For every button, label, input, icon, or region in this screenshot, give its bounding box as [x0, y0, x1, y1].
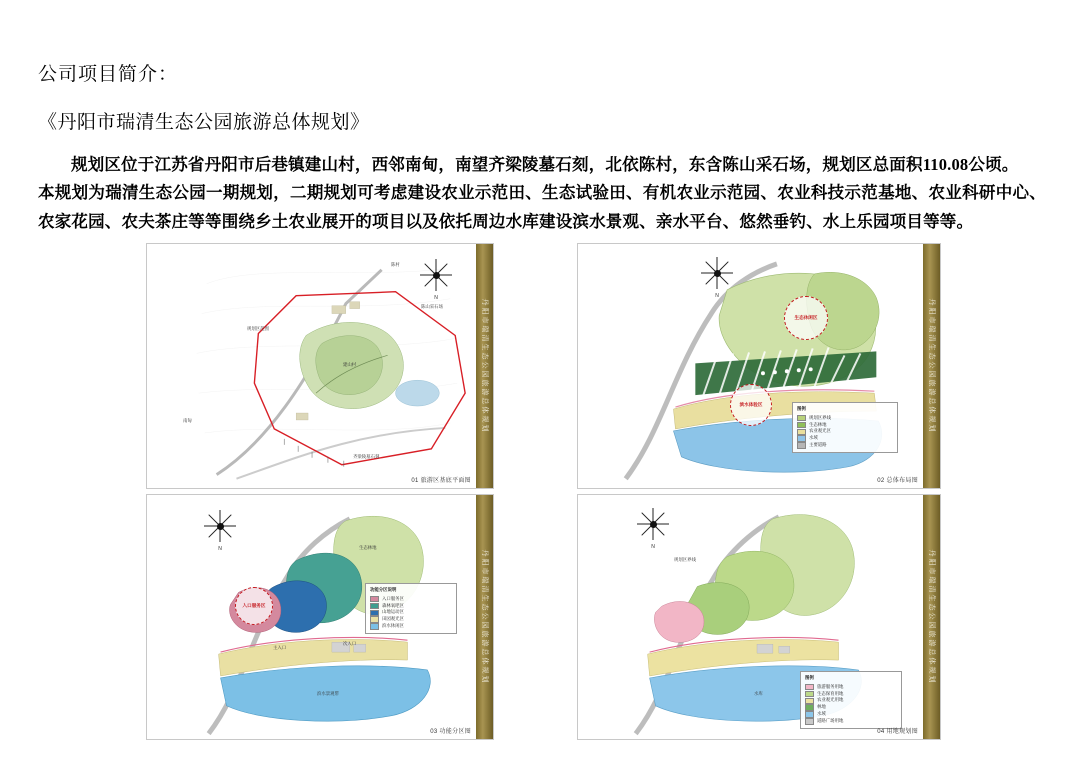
compass-label: N — [218, 546, 222, 552]
legend-label: 道路广场用地 — [817, 717, 844, 723]
compass-rose-icon — [700, 256, 734, 299]
legend-land-use — [800, 671, 902, 729]
legend-item — [805, 711, 897, 718]
figure-title-strip — [923, 495, 940, 739]
figure-caption: 02 总体布局图 — [877, 478, 918, 484]
legend-swatch — [797, 422, 806, 429]
compass-rose-icon — [419, 258, 453, 301]
legend-item — [370, 623, 452, 630]
figure-strip-text: 丹阳市瑞清生态公园旅游总体规划 — [480, 549, 488, 685]
seal-waterfront: 滨水体验区 — [730, 384, 772, 426]
compass-rose-icon — [203, 509, 237, 552]
legend-swatch — [797, 442, 806, 449]
legend-title: 图例 — [797, 406, 806, 411]
paragraph-two — [38, 179, 1046, 236]
figure-grid — [146, 243, 941, 740]
compass-label: N — [715, 293, 719, 299]
legend-label: 森林氧吧区 — [382, 602, 404, 608]
compass-label: N — [434, 295, 438, 301]
figure-caption: 03 功能分区图 — [430, 729, 471, 735]
legend-swatch — [370, 603, 379, 610]
legend-label: 农业观光用地 — [817, 697, 844, 703]
legend-swatch — [805, 684, 814, 691]
legend-title: 功能分区说明 — [370, 587, 397, 592]
figure-caption: 01 旅游区基底平面图 — [411, 478, 471, 484]
figure-strip-text: 丹阳市瑞清生态公园旅游总体规划 — [927, 298, 935, 434]
legend-swatch — [805, 691, 814, 698]
plan-title: 《丹阳市瑞清生态公园旅游总体规划》 — [38, 111, 370, 133]
seal-entrance-service: 入口服务区 — [235, 587, 273, 625]
map-label-reservoir: 水库 — [754, 691, 763, 696]
map-label-chencun: 陈村 — [391, 262, 400, 267]
figure-site-plan — [146, 243, 494, 489]
figure-title-strip — [923, 244, 940, 488]
legend-item — [797, 415, 893, 422]
map-label-main-entrance: 主入口 — [273, 645, 287, 650]
legend-title: 图例 — [805, 675, 814, 680]
legend-label: 主要道路 — [809, 442, 827, 448]
paragraph-two-text: 本规划为瑞清生态公园一期规划，二期规划可考虑建设农业示范田、生态试验田、有机农业示范园、农业科技示范基地、农业科研中心、农家花园、农夫茶庄等等围绕乡土农业展开的项目以及依托周边水库建设滨水景观、亲水平台、悠然垂钓、水上乐园项目等等。 — [38, 183, 1046, 231]
figure-strip-text: 丹阳市瑞清生态公园旅游总体规划 — [927, 549, 935, 685]
legend-label: 山地运动区 — [382, 609, 404, 615]
map-label-secondary-entrance: 次入口 — [343, 641, 357, 646]
legend-label: 水域 — [809, 435, 818, 441]
map-label-waterfront-belt: 滨水景观带 — [317, 691, 339, 696]
legend-label: 旅游服务用地 — [817, 683, 844, 689]
intro-heading: 公司项目简介： — [38, 64, 179, 85]
legend-item — [797, 442, 893, 449]
map-label-quarry: 陈山采石场 — [421, 304, 443, 309]
legend-swatch — [797, 435, 806, 442]
figure-title-strip — [476, 244, 493, 488]
paragraph-one — [38, 151, 1046, 179]
legend-swatch — [797, 429, 806, 436]
legend-label: 农业观光区 — [809, 428, 831, 434]
legend-swatch — [370, 610, 379, 617]
figure-title-strip — [476, 495, 493, 739]
legend-swatch — [370, 596, 379, 603]
legend-item — [805, 718, 897, 725]
figure-zoning-map — [146, 494, 494, 740]
legend-label: 水域 — [817, 711, 826, 717]
figure-land-use — [577, 494, 941, 740]
legend-swatch — [370, 616, 379, 623]
legend-label: 生态保育用地 — [817, 690, 844, 696]
figure-functional-layout — [577, 243, 941, 489]
map-label-jianshan: 建山村 — [343, 362, 357, 367]
seal-eco-leisure: 生态休闲区 — [784, 296, 828, 340]
figure-strip-text: 丹阳市瑞清生态公园旅游总体规划 — [480, 298, 488, 434]
map-label-nandian: 南甸 — [183, 418, 192, 423]
map-label-tombs: 齐梁陵墓石刻 — [353, 454, 380, 459]
legend-swatch — [805, 698, 814, 705]
legend-zoning — [365, 583, 457, 634]
legend-item — [370, 596, 452, 603]
document-text-block — [38, 62, 1046, 236]
legend-item — [805, 684, 897, 691]
legend-label: 生态林地 — [809, 421, 827, 427]
compass-rose-icon — [636, 507, 670, 550]
paragraph-one-text: 规划区位于江苏省丹阳市后巷镇建山村，西邻南甸，南望齐梁陵墓石刻，北依陈村，东含陈山采石场，规划区总面积110.08公顷。 — [71, 155, 1019, 175]
legend-label: 田园观光区 — [382, 616, 404, 622]
compass-label: N — [651, 544, 655, 550]
legend-swatch — [805, 704, 814, 711]
legend-swatch — [805, 711, 814, 718]
map-label-boundary: 规划区范围 — [247, 326, 269, 331]
legend-label: 入口服务区 — [382, 595, 404, 601]
legend-label: 规划区界线 — [809, 414, 831, 420]
legend-layout — [792, 402, 898, 453]
legend-swatch — [805, 718, 814, 725]
map-label-ecological-forest: 生态林地 — [359, 545, 377, 550]
legend-label: 林地 — [817, 704, 826, 710]
map-label-boundary: 规划区界线 — [674, 557, 696, 562]
figure-caption: 04 用地规划图 — [877, 729, 918, 735]
legend-swatch — [797, 415, 806, 422]
legend-swatch — [370, 623, 379, 630]
legend-label: 滨水休闲区 — [382, 623, 404, 629]
